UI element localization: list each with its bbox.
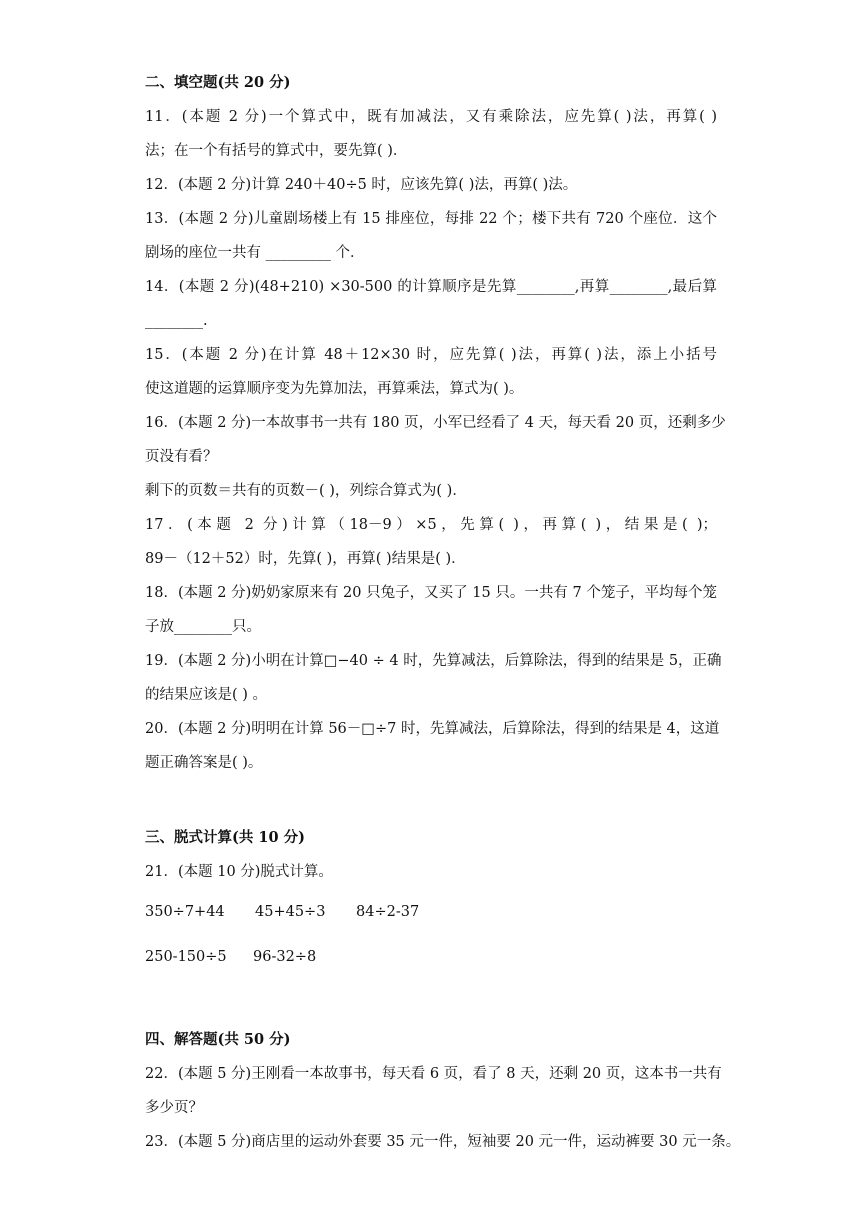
calc-expression: 45+45÷3: [255, 904, 326, 920]
section-title-calculation: 三、脱式计算(共 10 分): [145, 829, 305, 846]
calc-expression: 350÷7+44: [145, 904, 225, 920]
calc-row-2: [145, 947, 316, 967]
question-17-line-2: 89－（12＋52）时，先算( )，再算( )结果是( )．: [145, 551, 466, 567]
question-19-line-1: 19．(本题 2 分)小明在计算□−40 ÷ 4 时，先算减法，后算除法，得到的结果是 5，正确: [145, 653, 722, 669]
question-15-line-2: 使这道题的运算顺序变为先算加法，再算乘法，算式为( )。: [145, 381, 524, 397]
question-16-line-3: 剩下的页数＝共有的页数－( )，列综合算式为( )．: [145, 483, 467, 499]
question-22-line-1: 22．(本题 5 分)王刚看一本故事书，每天看 6 页，看了 8 天，还剩 20 页，这本书一共有: [145, 1066, 722, 1082]
question-15-line-1: 15．(本题 2 分)在计算 48＋12×30 时，应先算( )法，再算( )法，添上小括号: [145, 347, 717, 363]
question-14-line-2: ________.: [145, 313, 208, 329]
question-13-line-1: 13．(本题 2 分)儿童剧场楼上有 15 排座位，每排 22 个；楼下共有 720 个座位．这个: [145, 211, 717, 227]
section-title-fill-blank: 二、填空题(共 20 分): [145, 74, 291, 91]
question-20-line-1: 20．(本题 2 分)明明在计算 56－□÷7 时，先算减法，后算除法，得到的结果是 4，这道: [145, 721, 720, 737]
question-21: 21．(本题 10 分)脱式计算。: [145, 864, 333, 880]
question-18-line-2: 子放________只。: [145, 619, 261, 635]
calc-row-1: [145, 902, 419, 922]
question-12: 12．(本题 2 分)计算 240＋40÷5 时，应该先算( )法，再算( )法。: [145, 177, 578, 193]
calc-expression: 250-150÷5: [145, 949, 227, 965]
question-16-line-1: 16．(本题 2 分)一本故事书一共有 180 页，小军已经看了 4 天，每天看 20 页，还剩多少: [145, 415, 726, 431]
question-11-line-2: 法；在一个有括号的算式中，要先算( )．: [145, 143, 408, 159]
question-23-line-1: 23．(本题 5 分)商店里的运动外套要 35 元一件，短袖要 20 元一件，运动裤要 30 元一条。: [145, 1134, 741, 1150]
question-22-line-2: 多少页？: [145, 1100, 203, 1116]
calc-expression: 96-32÷8: [253, 949, 317, 965]
question-18-line-1: 18．(本题 2 分)奶奶家原来有 20 只兔子，又买了 15 只。一共有 7 个笼子，平均每个笼: [145, 585, 717, 601]
question-17-line-1: 17．(本题 2 分)计算（18－9）×5，先算( )，再算( )，结果是( )；: [145, 517, 717, 533]
question-16-line-2: 页没有看？: [145, 449, 218, 465]
question-14-line-1: 14．(本题 2 分)(48+210) ×30-500 的计算顺序是先算________,再算________,最后算: [145, 279, 717, 295]
question-19-line-2: 的结果应该是( ) 。: [145, 687, 268, 703]
question-11-line-1: 11．(本题 2 分)一个算式中，既有加减法，又有乘除法，应先算( )法，再算( ): [145, 109, 717, 125]
calc-expression: 84÷2-37: [356, 904, 420, 920]
question-20-line-2: 题正确答案是( )。: [145, 755, 263, 771]
question-13-line-2: 剧场的座位一共有 _________ 个．: [145, 245, 365, 261]
section-title-word-problems: 四、解答题(共 50 分): [145, 1031, 291, 1048]
